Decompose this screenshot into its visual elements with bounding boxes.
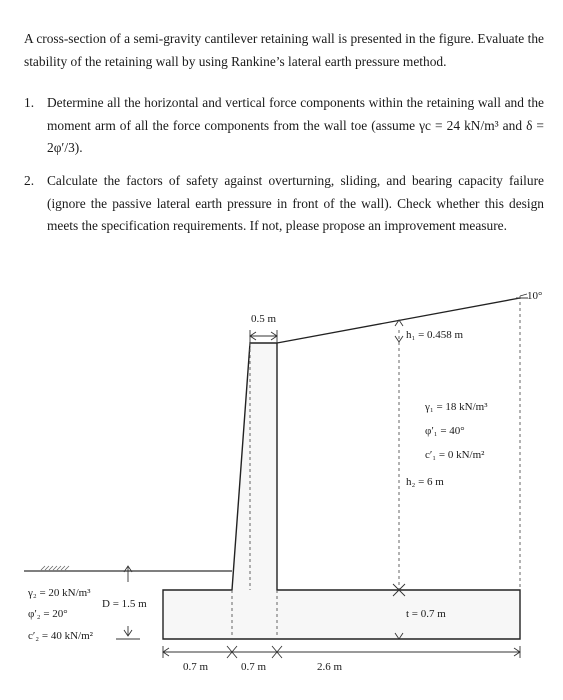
depth-label: D = 1.5 m — [102, 598, 147, 610]
backfill-cohesion: c′₁ = 0 kN/m² — [425, 449, 485, 461]
h2-label: h₂ = 6 m — [406, 476, 444, 488]
question-2-text: Calculate the factors of safety against overturning, sliding, and bearing capacity failure (ignore the passive lateral earth pressure in front of the wall). Check whether this design meets the specification requirements. If not, please propose an improvement measure. — [47, 173, 544, 233]
question-1-number: 1. — [24, 95, 35, 110]
h1-label: h₁ = 0.458 m — [406, 329, 464, 341]
stem-base-width-label: 0.7 m — [241, 661, 267, 673]
toe-length-label: 0.7 m — [183, 661, 209, 673]
backfill-unit-weight: γ₁ = 18 kN/m³ — [425, 401, 488, 413]
question-2-number: 2. — [24, 173, 35, 188]
foundation-unit-weight: γ₂ = 20 kN/m³ — [28, 587, 91, 599]
stem-top-width-label: 0.5 m — [251, 313, 277, 325]
retaining-wall-body — [163, 343, 520, 639]
ground-hatch-icon — [41, 566, 69, 570]
base-thickness-label: t = 0.7 m — [406, 608, 446, 620]
slope-angle-label: 10° — [527, 290, 543, 302]
heel-length-label: 2.6 m — [317, 661, 343, 673]
stem-top-dimension — [250, 330, 277, 343]
base-dimension — [163, 646, 520, 658]
question-1-text: Determine all the horizontal and vertical force components within the retaining wall and the moment arm of all the force components from the wall toe (assume γc = 24 kN/m³ and δ = 2φ′/3). — [47, 95, 544, 155]
foundation-friction-angle: φ′₂ = 20° — [28, 608, 68, 620]
backfill-friction-angle: φ′₁ = 40° — [425, 425, 465, 437]
problem-intro: A cross-section of a semi-gravity cantilever retaining wall is presented in the figure. Evaluate the stability of the retaining wall by using Rankine’s lateral earth pressure method. — [24, 31, 544, 70]
foundation-cohesion: c′₂ = 40 kN/m² — [28, 630, 93, 642]
